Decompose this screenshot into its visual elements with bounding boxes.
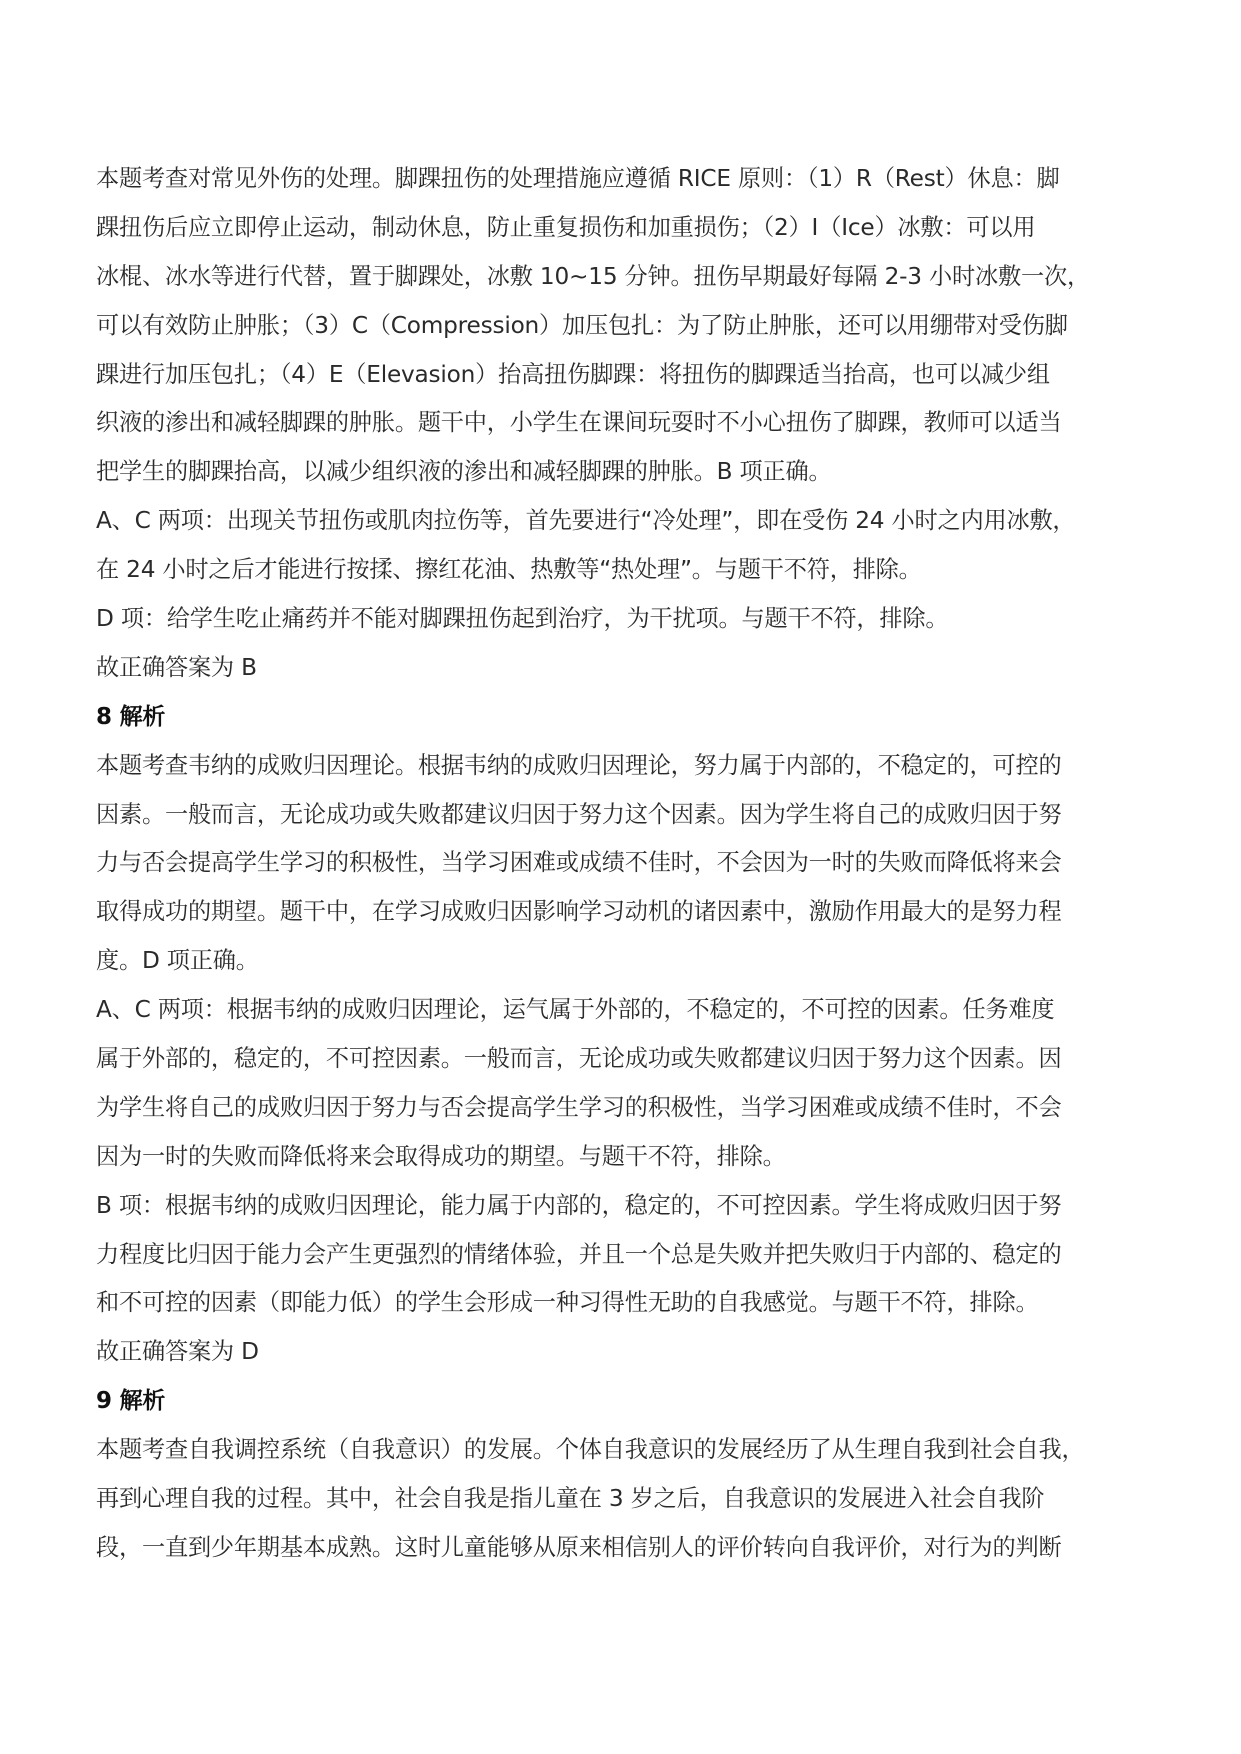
text-line: A、C 两项：根据韦纳的成败归因理论，运气属于外部的，不稳定的，不可控的因素。任务难度 bbox=[96, 996, 1055, 1024]
text-line: 因素。一般而言，无论成功或失败都建议归因于努力这个因素。因为学生将自己的成败归因于努 bbox=[96, 800, 1062, 828]
text-line: 取得成功的期望。题干中，在学习成败归因影响学习动机的诸因素中，激励作用最大的是努力程 bbox=[96, 898, 1062, 926]
text-line: 力程度比归因于能力会产生更强烈的情绪体验，并且一个总是失败并把失败归于内部的、稳定的 bbox=[96, 1240, 1062, 1268]
text-line: 为学生将自己的成败归因于努力与否会提高学生学习的积极性，当学习困难或成绩不佳时，不会 bbox=[96, 1093, 1062, 1121]
section-heading: 9 解析 bbox=[96, 1388, 166, 1415]
text-line: 再到心理自我的过程。其中，社会自我是指儿童在 3 岁之后，自我意识的发展进入社会自我阶 bbox=[96, 1485, 1045, 1513]
document-page bbox=[96, 155, 1158, 1573]
text-line: A、C 两项：出现关节扭伤或肌肉拉伤等，首先要进行“冷处理”，即在受伤 24 小时之内用冰敷， bbox=[96, 507, 1076, 535]
text-line: 在 24 小时之后才能进行按揉、擦红花油、热敷等“热处理”。与题干不符，排除。 bbox=[96, 556, 922, 584]
text-line: 力与否会提高学生学习的积极性，当学习困难或成绩不佳时，不会因为一时的失败而降低将来会 bbox=[96, 849, 1062, 877]
text-line: D 项：给学生吃止痛药并不能对脚踝扭伤起到治疗，为干扰项。与题干不符，排除。 bbox=[96, 605, 949, 633]
text-line: 把学生的脚踝抬高，以减少组织液的渗出和减轻脚踝的肿胀。B 项正确。 bbox=[96, 458, 832, 486]
text-line: 本题考查对常见外伤的处理。脚踝扭伤的处理措施应遵循 RICE 原则：（1）R（Rest）休息：脚 bbox=[96, 165, 1060, 192]
text-line: 段，一直到少年期基本成熟。这时儿童能够从原来相信别人的评价转向自我评价，对行为的判断 bbox=[96, 1533, 1062, 1561]
text-line: 踝进行加压包扎；（4）E（Elevasion）抬高扭伤脚踝：将扭伤的脚踝适当抬高，也可以减少组 bbox=[96, 360, 1050, 388]
text-line: 本题考查自我调控系统（自我意识）的发展。个体自我意识的发展经历了从生理自我到社会自我， bbox=[96, 1436, 1085, 1464]
text-line: 本题考查韦纳的成败归因理论。根据韦纳的成败归因理论，努力属于内部的，不稳定的，可控的 bbox=[96, 751, 1062, 779]
text-line: 因为一时的失败而降低将来会取得成功的期望。与题干不符，排除。 bbox=[96, 1142, 786, 1170]
text-line: 故正确答案为 D bbox=[96, 1338, 259, 1366]
text-line: 和不可控的因素（即能力低）的学生会形成一种习得性无助的自我感觉。与题干不符，排除。 bbox=[96, 1289, 1039, 1317]
text-line: 踝扭伤后应立即停止运动，制动休息，防止重复损伤和加重损伤；（2）I（Ice）冰敷：可以用 bbox=[96, 213, 1036, 241]
text-line: 可以有效防止肿胀；（3）C（Compression）加压包扎：为了防止肿胀，还可以用绷带对受伤脚 bbox=[96, 311, 1068, 339]
text-line: 故正确答案为 B bbox=[96, 653, 257, 681]
text-line: B 项：根据韦纳的成败归因理论，能力属于内部的，稳定的，不可控因素。学生将成败归因于努 bbox=[96, 1191, 1062, 1219]
text-line: 属于外部的，稳定的，不可控因素。一般而言，无论成功或失败都建议归因于努力这个因素。因 bbox=[96, 1045, 1062, 1073]
text-line: 度。D 项正确。 bbox=[96, 947, 259, 975]
text-line: 冰棍、冰水等进行代替，置于脚踝处，冰敷 10~15 分钟。扭伤早期最好每隔 2-3 小时冰敷一次， bbox=[96, 262, 1090, 290]
section-heading: 8 解析 bbox=[96, 703, 166, 730]
text-line: 织液的渗出和减轻脚踝的肿胀。题干中，小学生在课间玩耍时不小心扭伤了脚踝，教师可以适当 bbox=[96, 409, 1062, 437]
